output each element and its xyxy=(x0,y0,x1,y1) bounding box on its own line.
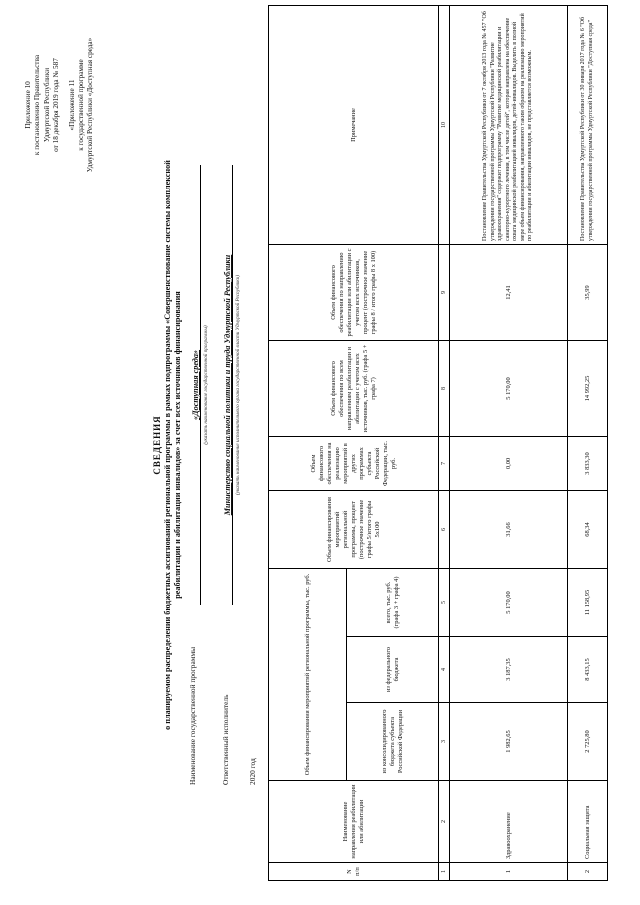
row-regional: 1 982,65 xyxy=(450,703,568,781)
program-label: Наименование государственной программы xyxy=(188,646,197,785)
row-percent-all: 35,99 xyxy=(568,245,608,341)
appendix-line: к постановлению Правительства xyxy=(33,54,42,156)
column-index: 10 xyxy=(439,6,450,245)
column-index: 2 xyxy=(439,781,450,863)
row-other: 0,00 xyxy=(450,437,568,491)
appendix-line: к государственной программе xyxy=(77,59,86,151)
column-index: 9 xyxy=(439,245,450,341)
appendix-line: «Приложение 11 xyxy=(67,79,76,131)
appendix-line: Удмуртской Республики «Доступная среда» xyxy=(86,37,95,173)
title-line: реабилитации и абилитации инвалидов» за счет всех источников финансирования xyxy=(173,291,183,599)
row-all-sources: 5 170,00 xyxy=(450,341,568,437)
column-index-row xyxy=(439,6,450,881)
row-num: 1 xyxy=(450,863,568,881)
column-index: 1 xyxy=(439,863,450,881)
row-other: 3 833,30 xyxy=(568,437,608,491)
row-note: Постановление Правительства Удмуртской Республики от 7 октября 2013 года № 457 "Об утверждении государственной программы Удмуртской Республики "Развитие здравоохранения" содержит подпрограмму "Развитие медицинской реабилитации и санаторно-курортного лечения, в том числе детей", которая направлена на обеспечение охвата медицинской реабилитацией инвалидов, детей-инвалидов. Выделить в полной мере объем финансирования, направленного таким образом на реализацию мероприятий по реабилитации и абилитации инвалидов, не представляется возможным. xyxy=(450,6,568,245)
appendix-block xyxy=(24,5,96,205)
column-index: 7 xyxy=(439,437,450,491)
title-heading: СВЕДЕНИЯ xyxy=(152,415,162,475)
appendix-line: Удмуртской Республики xyxy=(42,67,51,143)
table-row xyxy=(568,6,608,881)
row-total: 11 158,95 xyxy=(568,569,608,637)
header-name: Наименование направления реабилитации или абилитации xyxy=(269,781,439,863)
header-all-sources: Объем финансового обеспечения по всем направлениям реабилитации и абилитации с учетом всех источников, тыс. руб. (графа 5 + графа 7) xyxy=(269,341,439,437)
row-all-sources: 14 992,25 xyxy=(568,341,608,437)
row-federal: 3 187,35 xyxy=(450,637,568,703)
table-row xyxy=(450,6,568,881)
column-index: 4 xyxy=(439,637,450,703)
header-total: всего, тыс. руб. (графа 3 + графа 4) xyxy=(347,569,439,637)
row-total: 5 170,00 xyxy=(450,569,568,637)
row-share: 31,66 xyxy=(450,491,568,569)
header-other: Объем финансового обеспечения на реализацию мероприятий в других программах субъекта Российской Федерации, тыс. руб. xyxy=(269,437,439,491)
row-percent-all: 12,41 xyxy=(450,245,568,341)
column-index: 8 xyxy=(439,341,450,437)
title-line: о планируемом распределении бюджетных ассигнований региональной программы в рамках подпрограммы «Совершенствование системы комплексной xyxy=(162,160,172,730)
executor-value: Министерство социальной политики и труда Удмуртской Республики xyxy=(223,165,233,605)
executor-hint: (указать наименование исполнительного органа государственной власти Удмуртской Республики) xyxy=(235,274,241,496)
header-percent-all: Объем финансового обеспечения по направлению реабилитации или абилитации с учетом всех источников, процент (построчное значение графы 8 / итого графы 8 х 100) xyxy=(269,245,439,341)
row-note: Постановление Правительства Удмуртской Республики от 30 января 2017 года № 6 "Об утверждении государственной программы Удмуртской Республики "Доступная среда" xyxy=(568,6,608,245)
executor-label: Ответственный исполнитель xyxy=(221,694,230,785)
column-index: 6 xyxy=(439,491,450,569)
row-federal: 8 433,15 xyxy=(568,637,608,703)
document-title xyxy=(152,105,184,785)
appendix-line: от 18 декабря 2019 года № 587 xyxy=(52,58,61,152)
header-note: Примечание xyxy=(269,6,439,245)
appendix-line: Приложение 10 xyxy=(24,81,32,129)
row-regional: 2 725,80 xyxy=(568,703,608,781)
row-num: 2 xyxy=(568,863,608,881)
program-hint: (указать наименование государственной программы) xyxy=(203,325,209,445)
header-federal: из федерального бюджета xyxy=(347,637,439,703)
report-year: 2020 год xyxy=(248,758,257,785)
row-share: 68,34 xyxy=(568,491,608,569)
header-num: N п/п xyxy=(269,863,439,881)
column-index: 3 xyxy=(439,703,450,781)
header-group: Объем финансирования мероприятий региональной программы, тыс. руб. xyxy=(269,569,347,781)
header-share: Объем финансирования мероприятий региональной программы, процент (построчное значение графы 5/итого графы 5х100 xyxy=(269,491,439,569)
header-regional: из консолидированного бюджета субъекта Российской Федерации xyxy=(347,703,439,781)
program-value: «Доступная среда» xyxy=(191,165,201,605)
column-index: 5 xyxy=(439,569,450,637)
row-name: Здравоохранение xyxy=(450,781,568,863)
financing-table xyxy=(268,5,608,881)
row-name: Социальная защита xyxy=(568,781,608,863)
